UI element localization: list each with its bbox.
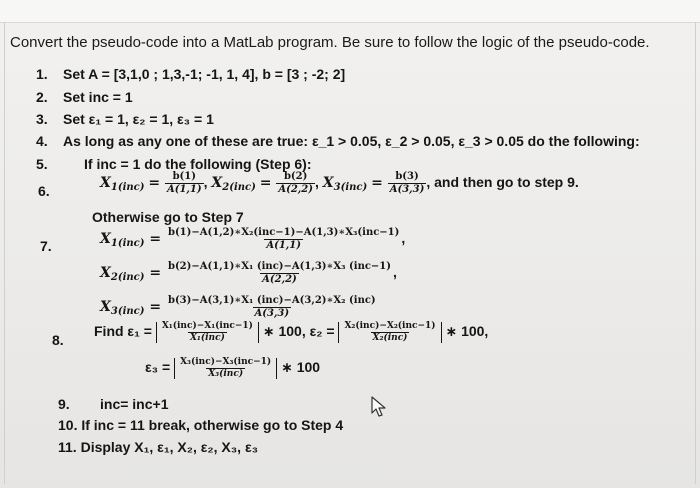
step-7-eq1: $X_{1(inc)}$ = $\frac{\text{b(1)−A(1,2)∗X₂(inc−1)−A(1,3)∗X₃(inc−1)}}{A(1,1)}$ , bbox=[100, 227, 406, 251]
step-7-eq3: $X_{3(inc)}$ = $\frac{\text{b(3)−A(3,1)∗X₁ (inc)−A(3,2)∗X₂ (inc)}}{A(3,3)}$ bbox=[100, 295, 376, 319]
epsilon-mid: ∗ 100, ε₂ = bbox=[262, 323, 335, 340]
epsilon-3-end: ∗ 100 bbox=[281, 359, 321, 376]
step-6-tail: and then go to step 9. bbox=[434, 174, 579, 191]
step-1-number: 1. bbox=[36, 66, 48, 82]
x1-subscript: 1(inc) bbox=[110, 182, 145, 194]
step-7-fraction-3: $\frac{\text{b(3)−A(3,1)∗X₁ (inc)−A(3,2)∗X₂ (inc)}}{A(3,3)}$ bbox=[167, 295, 376, 319]
otherwise-text: Otherwise go to Step 7 bbox=[92, 209, 244, 225]
step-2-text: Set inc = 1 bbox=[63, 89, 133, 105]
step-9-number: 9. bbox=[58, 396, 70, 412]
epsilon-1-abs: $\frac{\text{X₁(inc)−X₁(inc−1)}}{\text{X₁(inc)}}$ bbox=[156, 322, 259, 343]
step-4-text: As long as any one of these are true: ε_1 > 0.05, ε_2 > 0.05, ε_3 > 0.05 do the following: bbox=[63, 133, 640, 149]
step-7-number: 7. bbox=[40, 238, 52, 254]
x3-symbol: X bbox=[322, 175, 334, 192]
step-4-number: 4. bbox=[36, 133, 48, 149]
find-label: Find ε₁ = bbox=[94, 323, 152, 340]
step-3-text: Set ε₁ = 1, ε₂ = 1, ε₃ = 1 bbox=[63, 111, 214, 127]
step-6-equations: $X_{1(inc)}$ = $\frac{b(1)}{A(1,1)}$ , $X_{2(inc)}$ = $\frac{b(2)}{A(2,2)}$ , $X_{3(inc)}$ = $\frac{b(3)}{A(3,3)}$ , and then go to step 9. bbox=[100, 171, 579, 195]
step-11-text: 11. Display X₁, ε₁, X₂, ε₂, X₃, ε₃ bbox=[58, 439, 259, 455]
x2-symbol: X bbox=[211, 175, 223, 192]
x2-subscript: 2(inc) bbox=[222, 182, 256, 194]
top-bar bbox=[0, 0, 700, 23]
x2-fraction: $\frac{b(2)}{A(2,2)}$ bbox=[278, 171, 313, 195]
mouse-pointer-icon bbox=[370, 396, 388, 418]
x3-subscript: 3(inc) bbox=[333, 182, 368, 194]
step-7-fraction-1: $\frac{\text{b(1)−A(1,2)∗X₂(inc−1)−A(1,3)∗X₃(inc−1)}}{A(1,1)}$ bbox=[167, 227, 400, 251]
epsilon-3-abs: $\frac{\text{X₃(inc)−X₃(inc−1)}}{\text{X₃(inc)}}$ bbox=[174, 358, 277, 379]
x1-fraction: $\frac{b(1)}{A(1,1)}$ bbox=[166, 171, 202, 195]
step-5-text: If inc = 1 do the following (Step 6): bbox=[84, 156, 312, 172]
step-5-number: 5. bbox=[36, 156, 48, 172]
epsilon-3-label: ε₃ = bbox=[145, 359, 171, 376]
step-9-text: inc= inc+1 bbox=[100, 396, 169, 412]
step-8-number: 8. bbox=[52, 332, 64, 348]
epsilon-end: ∗ 100, bbox=[445, 323, 489, 340]
step-8-eq-row bbox=[94, 322, 488, 343]
step-3-number: 3. bbox=[36, 111, 48, 127]
step-7-eq2: $X_{2(inc)}$ = $\frac{\text{b(2)−A(1,1)∗X₁ (inc)−A(1,3)∗X₃ (inc−1)}}{A(2,2)}$ , bbox=[100, 261, 397, 285]
step-2-number: 2. bbox=[36, 89, 48, 105]
step-1-text: Set A = [3,1,0 ; 1,3,-1; -1, 1, 4], b = [3 ; -2; 2] bbox=[63, 66, 346, 82]
step-6-number: 6. bbox=[38, 183, 50, 199]
x3-fraction: $\frac{b(3)}{A(3,3)}$ bbox=[389, 171, 425, 195]
x1-symbol: X bbox=[100, 175, 111, 192]
step-10-text: 10. If inc = 11 break, otherwise go to Step 4 bbox=[58, 417, 344, 433]
step-7-fraction-2: $\frac{\text{b(2)−A(1,1)∗X₁ (inc)−A(1,3)∗X₃ (inc−1)}}{A(2,2)}$ bbox=[167, 261, 391, 285]
step-8-eq3-row bbox=[145, 358, 320, 379]
intro-text: Convert the pseudo-code into a MatLab program. Be sure to follow the logic of the pseudo-code. bbox=[10, 34, 650, 51]
epsilon-2-abs: $\frac{\text{X₂(inc)−X₂(inc−1)}}{\text{X₂(inc)}}$ bbox=[338, 322, 441, 343]
